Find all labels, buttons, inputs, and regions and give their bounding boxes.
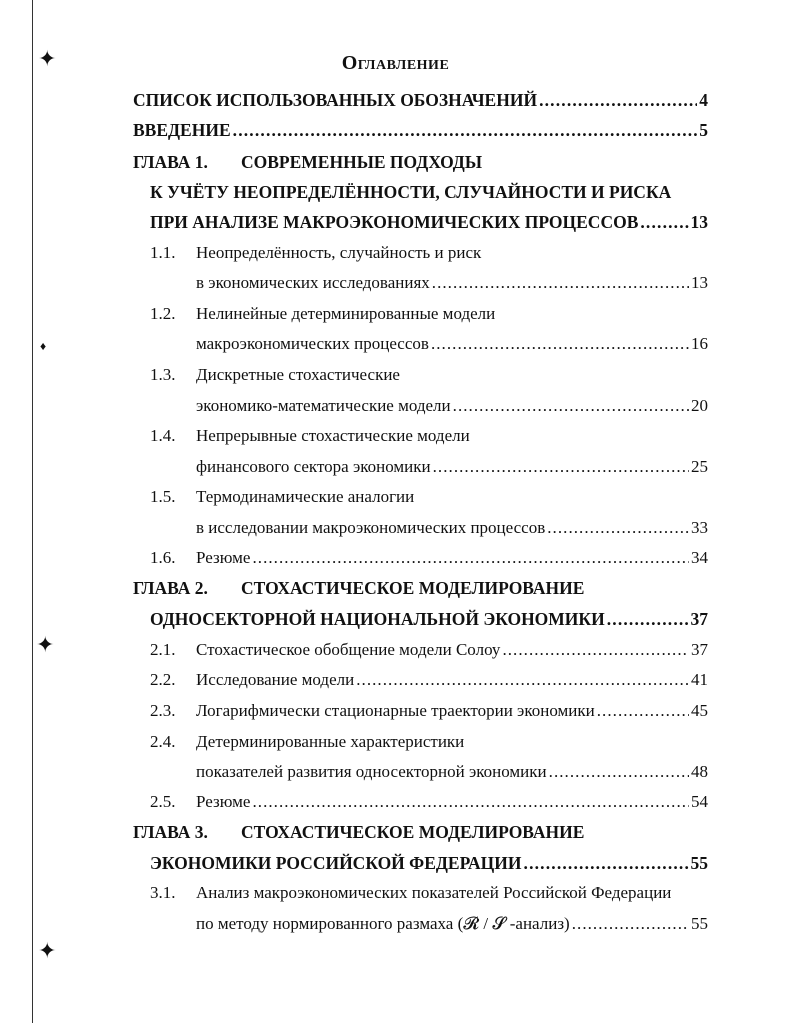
chapter-number: ГЛАВА 3. (133, 822, 208, 842)
chapter-number: ГЛАВА 2. (133, 578, 208, 598)
dot-leader (356, 668, 689, 692)
section-title: Нелинейные детерминированные модели (196, 304, 496, 323)
dot-leader (572, 912, 689, 936)
scan-mark: ♦ (40, 339, 47, 353)
section-title: Дискретные стохастические (196, 365, 400, 384)
toc-section-1-3[interactable] (150, 363, 400, 387)
section-number: 1.3. (150, 365, 176, 384)
section-number: 1.4. (150, 426, 176, 445)
dot-leader (252, 790, 689, 814)
toc-page: 55 (690, 853, 708, 873)
toc-page: 41 (691, 670, 708, 689)
dot-leader (432, 271, 689, 295)
section-number: 1.2. (150, 304, 176, 323)
toc-page: 37 (690, 609, 708, 629)
toc-section-1-1[interactable] (150, 241, 481, 265)
dot-leader (252, 546, 689, 570)
toc-page: 16 (691, 334, 708, 353)
dot-leader (547, 516, 689, 540)
toc-section-1-4[interactable] (150, 424, 470, 448)
dot-leader (607, 607, 689, 631)
toc-page: 48 (691, 762, 708, 781)
toc-label: СПИСОК ИСПОЛЬЗОВАННЫХ ОБОЗНАЧЕНИЙ (133, 90, 538, 110)
section-number: 1.1. (150, 243, 176, 262)
toc-entry-abbreviations[interactable] (133, 88, 708, 112)
section-title: Непрерывные стохастические модели (196, 426, 470, 445)
toc-section-3-1[interactable] (150, 881, 671, 905)
section-number: 2.2. (150, 670, 176, 689)
section-title: Резюме (196, 792, 251, 811)
scan-mark: ✦ (38, 46, 57, 71)
section-title: Термодинамические аналогии (196, 487, 415, 506)
toc-page: 25 (691, 457, 708, 476)
section-title: по методу нормированного размаха (𝓡 / 𝓢 -анализ) (196, 914, 570, 933)
toc-chapter-1-last-line[interactable] (150, 210, 708, 234)
chapter-title-line: К УЧЁТУ НЕОПРЕДЕЛЁННОСТИ, СЛУЧАЙНОСТИ И РИСКА (150, 182, 672, 202)
toc-page: 13 (690, 212, 708, 232)
toc-section-2-1[interactable] (150, 638, 708, 662)
toc-section-2-5[interactable] (150, 790, 708, 814)
section-title: в исследовании макроэкономических процессов (196, 518, 546, 537)
toc-chapter-3-heading[interactable] (133, 820, 584, 844)
dot-leader (524, 851, 689, 875)
toc-section-1-4-cont[interactable] (196, 455, 708, 479)
toc-page: 37 (691, 640, 708, 659)
section-title: Логарифмически стационарные траектории экономики (196, 701, 595, 720)
chapter-title-line: ЭКОНОМИКИ РОССИЙСКОЙ ФЕДЕРАЦИИ (150, 853, 522, 873)
dot-leader (233, 118, 698, 142)
section-number: 2.3. (150, 701, 176, 720)
scan-mark: ✦ (38, 938, 57, 963)
dot-leader (433, 455, 689, 479)
toc-section-2-2[interactable] (150, 668, 708, 692)
toc-page: 4 (699, 90, 708, 110)
toc-page: 54 (691, 792, 708, 811)
chapter-title-line: СОВРЕМЕННЫЕ ПОДХОДЫ (241, 152, 483, 172)
chapter-title-line: ПРИ АНАЛИЗЕ МАКРОЭКОНОМИЧЕСКИХ ПРОЦЕССОВ (150, 212, 639, 232)
toc-section-1-5-cont[interactable] (196, 516, 708, 540)
scan-mark: ✦ (36, 632, 55, 657)
toc-section-2-3[interactable] (150, 699, 708, 723)
dot-leader (502, 638, 689, 662)
toc-page: 34 (691, 548, 708, 567)
section-title: Исследование модели (196, 670, 355, 689)
toc-page: 20 (691, 396, 708, 415)
section-number: 3.1. (150, 883, 176, 902)
chapter-title-line: ОДНОСЕКТОРНОЙ НАЦИОНАЛЬНОЙ ЭКОНОМИКИ (150, 609, 605, 629)
section-title: Неопределённость, случайность и риск (196, 243, 482, 262)
section-number: 1.5. (150, 487, 176, 506)
dot-leader (539, 88, 697, 112)
section-number: 2.5. (150, 792, 176, 811)
dot-leader (597, 699, 689, 723)
toc-section-1-1-cont[interactable] (196, 271, 708, 295)
toc-chapter-2-last-line[interactable] (150, 607, 708, 631)
toc-page: 5 (699, 120, 708, 140)
toc-chapter-3-last-line[interactable] (150, 851, 708, 875)
toc-section-2-4[interactable] (150, 730, 464, 754)
toc-section-2-4-cont[interactable] (196, 760, 708, 784)
toc-section-1-6[interactable] (150, 546, 708, 570)
section-title: экономико-математические модели (196, 396, 451, 415)
section-title: показателей развития односекторной экономики (196, 762, 547, 781)
section-title: Анализ макроэкономических показателей Российской Федерации (196, 883, 672, 902)
toc-page: 13 (691, 273, 708, 292)
toc-chapter-1-heading[interactable] (133, 150, 482, 174)
section-title: Резюме (196, 548, 251, 567)
chapter-title-line: СТОХАСТИЧЕСКОЕ МОДЕЛИРОВАНИЕ (241, 822, 585, 842)
dot-leader (453, 394, 689, 418)
section-number: 2.4. (150, 732, 176, 751)
toc-section-3-1-cont[interactable] (196, 912, 708, 936)
section-number: 1.6. (150, 548, 176, 567)
toc-section-1-2-cont[interactable] (196, 332, 708, 356)
chapter-title-line: СТОХАСТИЧЕСКОЕ МОДЕЛИРОВАНИЕ (241, 578, 585, 598)
toc-section-1-5[interactable] (150, 485, 414, 509)
left-margin-line (32, 0, 33, 1023)
dot-leader (640, 210, 688, 234)
toc-page: 45 (691, 701, 708, 720)
section-title: в экономических исследованиях (196, 273, 430, 292)
toc-entry-introduction[interactable] (133, 118, 708, 142)
dot-leader (549, 760, 689, 784)
toc-section-1-3-cont[interactable] (196, 394, 708, 418)
toc-section-1-2[interactable] (150, 302, 495, 326)
page-title: Оглавление (341, 52, 450, 74)
section-title: Детерминированные характеристики (196, 732, 465, 751)
section-title: макроэкономических процессов (196, 334, 429, 353)
toc-page: 33 (691, 518, 708, 537)
chapter-number: ГЛАВА 1. (133, 152, 208, 172)
section-number: 2.1. (150, 640, 176, 659)
dot-leader (431, 332, 689, 356)
toc-page: 55 (691, 914, 708, 933)
section-title: Стохастическое обобщение модели Солоу (196, 640, 501, 659)
toc-label: ВВЕДЕНИЕ (133, 120, 231, 140)
section-title: финансового сектора экономики (196, 457, 431, 476)
toc-chapter-2-heading[interactable] (133, 576, 584, 600)
